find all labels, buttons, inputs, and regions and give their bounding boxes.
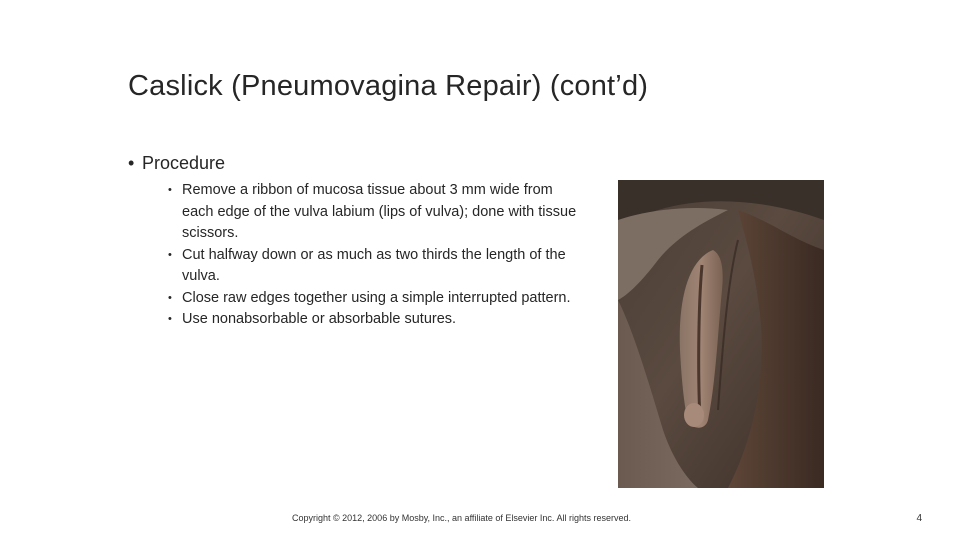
slide-title: Caslick (Pneumovagina Repair) (cont’d) <box>128 70 649 102</box>
sub-bullet-item <box>142 180 582 245</box>
sub-bullet-item <box>142 288 582 310</box>
copyright-footer: Copyright © 2012, 2006 by Mosby, Inc., an affiliate of Elsevier Inc. All rights reserved. <box>292 513 631 523</box>
sub-bullet-list <box>142 180 582 331</box>
bullet-list <box>128 153 582 331</box>
bullet-dot: • <box>128 153 135 173</box>
bullet-procedure <box>128 153 582 331</box>
sub-bullet-text: Use nonabsorbable or absorbable sutures. <box>182 311 457 327</box>
sub-bullet-item <box>142 309 582 331</box>
equine-vulva-photo <box>618 180 824 488</box>
bullet-dot: • <box>168 313 172 325</box>
sub-bullet-text: Cut halfway down or as much as two thirds the length of the vulva. <box>182 246 566 284</box>
bullet-dot: • <box>168 248 172 261</box>
sub-bullet-text: Close raw edges together using a simple interrupted pattern. <box>182 289 571 306</box>
sub-bullet-item <box>142 245 582 288</box>
bullet-procedure-text: Procedure <box>142 153 226 173</box>
page-number: 4 <box>916 513 922 524</box>
bullet-dot: • <box>168 184 172 196</box>
sub-bullet-text: Remove a ribbon of mucosa tissue about 3 mm wide from each edge of the vulva labium (lips of vulva); done with tissue scissors. <box>182 182 577 241</box>
bullet-dot: • <box>168 291 172 304</box>
